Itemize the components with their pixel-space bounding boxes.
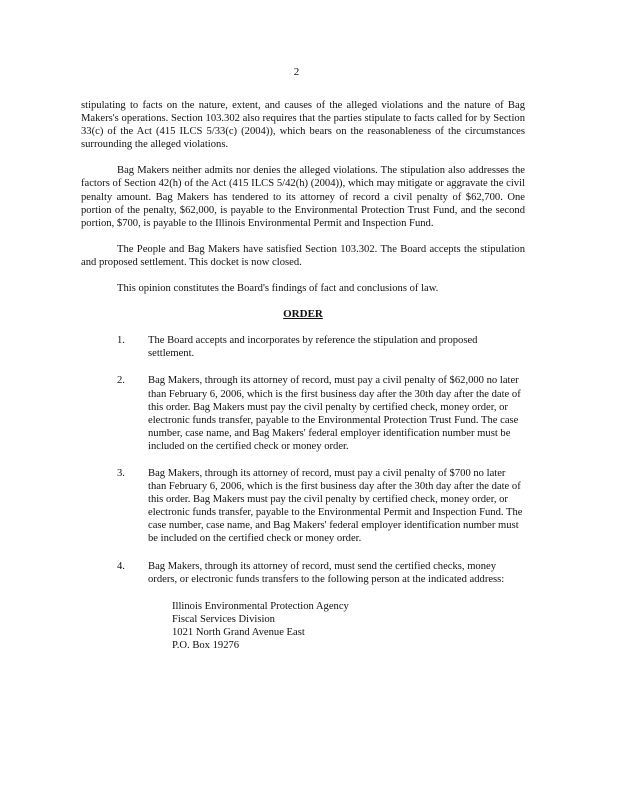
order-item-text: Bag Makers, through its attorney of record, must send the certified checks, money orders, or electronic funds transfers to the following person at the indicated address: — [148, 560, 505, 585]
order-item-number: 3. — [117, 467, 125, 479]
order-item-number: 1. — [117, 335, 125, 347]
document-body — [81, 99, 525, 667]
order-item-2 — [81, 374, 525, 453]
page-number: 2 — [293, 66, 300, 78]
order-item-text: Bag Makers, through its attorney of record, must pay a civil penalty of $62,000 no later than February 6, 2006, which is the first business day after the 30th day after the date of this order. Bag Makers must pay the civil penalty by certified check, money order, or electronic funds transfer, payable to the Environmental Protection Trust Fund. The case number, case name, and Bag Makers' federal employer identification number must be included on the certified check or money order. — [148, 375, 521, 452]
order-item-4 — [81, 560, 525, 653]
order-item-number: 2. — [117, 375, 125, 387]
order-item-number: 4. — [117, 560, 125, 572]
paragraph-stipulation-facts: stipulating to facts on the nature, extent, and causes of the alleged violations and the nature of Bag Makers's operations. Section 103.302 also requires that the parties stipulate to facts called for by Section 33(c) of the Act (415 ILCS 5/33(c) (2004)), which bears on the reasonableness of the circumstances surrounding the alleged violations. — [81, 100, 525, 151]
order-item-1 — [81, 334, 525, 360]
paragraph-findings: This opinion constitutes the Board's findings of fact and conclusions of law. — [117, 283, 439, 295]
order-heading: ORDER — [283, 308, 323, 321]
paragraph-admission: Bag Makers neither admits nor denies the alleged violations. The stipulation also addresses the factors of Section 42(h) of the Act (415 ILCS 5/42(h) (2004)), which may mitigate or aggravate the civil penalty amount. Bag Makers has tendered to its attorney of record a civil penalty of $62,700. One portion of the penalty, $62,000, is payable to the Environmental Protection Trust Fund, and the second portion, $700, is payable to the Illinois Environmental Permit and Inspection Fund. — [81, 165, 525, 229]
address-line-division: Fiscal Services Division — [172, 613, 275, 625]
order-item-3 — [81, 467, 525, 546]
paragraph-satisfied: The People and Bag Makers have satisfied Section 103.302. The Board accepts the stipulation and proposed settlement. This docket is now closed. — [81, 243, 525, 268]
order-item-text: Bag Makers, through its attorney of record, must pay a civil penalty of $700 no later than February 6, 2006, which is the first business day after the 30th day after the date of this order. Bag Makers must pay the civil penalty by certified check, money order, or electronic funds transfer, payable to the Environmental Permit and Inspection Fund. The case number, case name, and Bag Makers' federal employer identification number must be included on the certified check or money order. — [148, 467, 523, 545]
payment-address — [172, 600, 525, 653]
address-line-street: 1021 North Grand Avenue East — [172, 627, 305, 639]
order-item-text: The Board accepts and incorporates by reference the stipulation and proposed settlement. — [148, 335, 478, 360]
address-line-agency: Illinois Environmental Protection Agency — [172, 600, 349, 612]
address-line-po-box: P.O. Box 19276 — [172, 640, 240, 652]
